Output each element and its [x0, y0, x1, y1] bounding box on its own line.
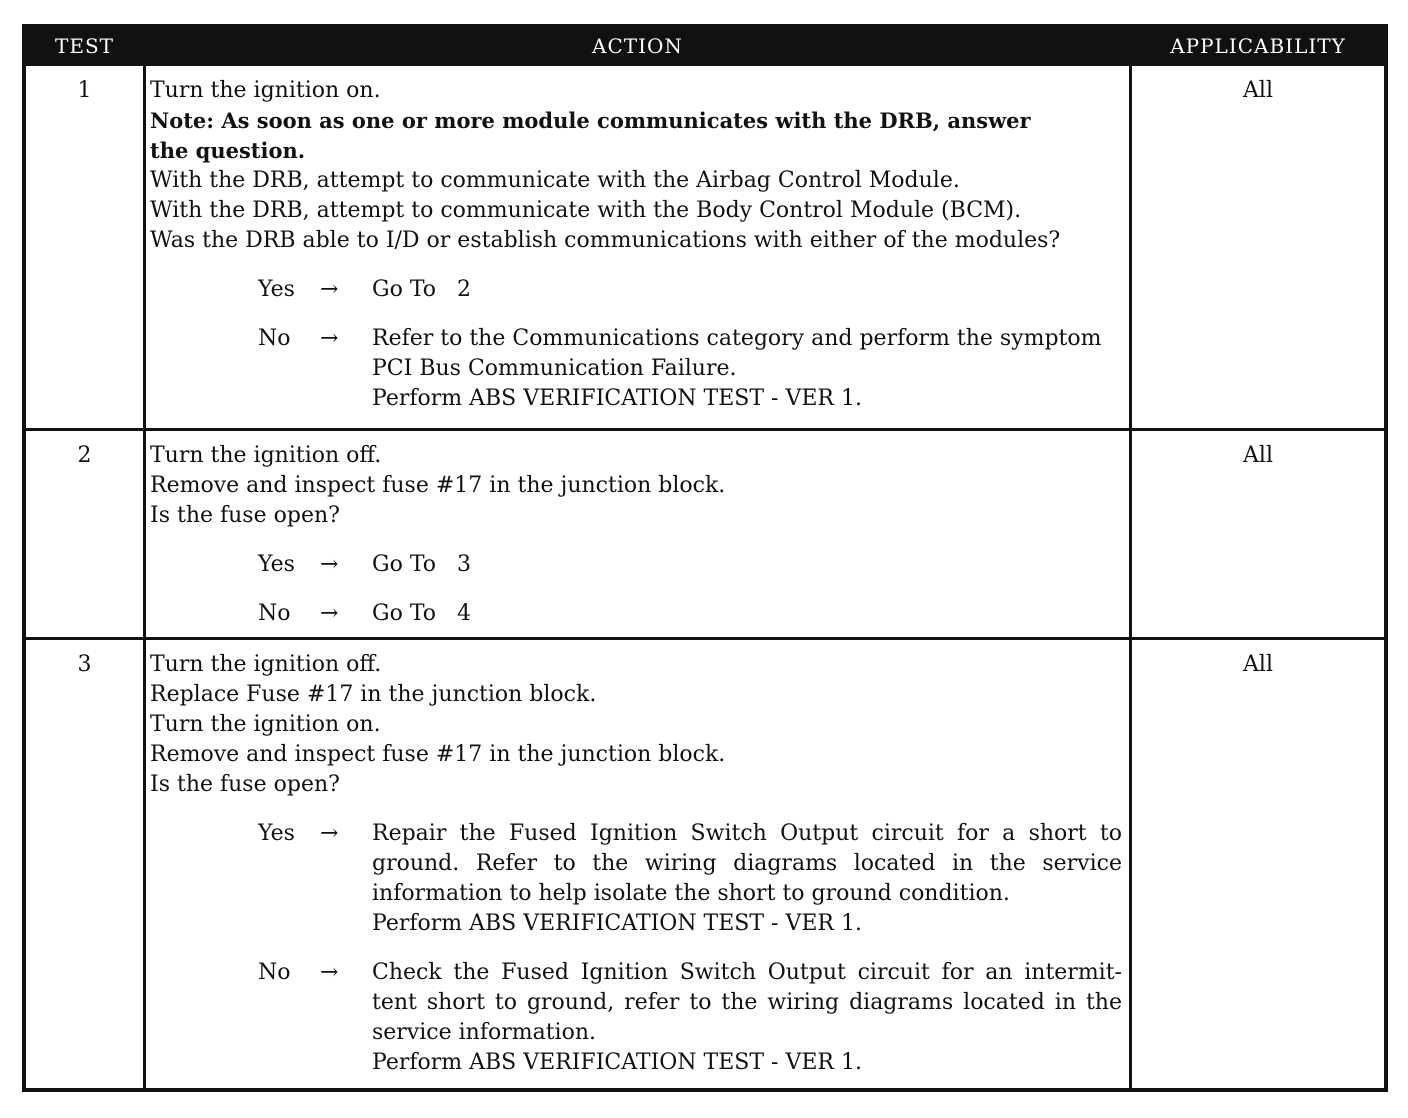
no-label: No [258, 326, 291, 351]
yes-label: Yes [258, 552, 295, 577]
result-line: ground. Refer to the wiring diagrams located in the service [372, 851, 1122, 876]
test-number: 3 [77, 652, 92, 677]
header-test: TEST [55, 34, 114, 58]
header-action: ACTION [592, 34, 683, 58]
yes-label: Yes [258, 277, 295, 302]
question-line: Is the fuse open? [150, 503, 340, 528]
action-line: Turn the ignition off. [150, 443, 382, 468]
no-result [372, 958, 1122, 1078]
header-applicability: APPLICABILITY [1170, 34, 1346, 58]
action-line: Turn the ignition on. [150, 712, 381, 737]
result-line: tent short to ground, refer to the wiring diagrams located in the [372, 990, 1122, 1015]
no-label: No [258, 960, 291, 985]
note-line: Note: As soon as one or more module communicates with the DRB, answer [150, 108, 1031, 133]
no-result [372, 324, 1122, 414]
applicability-value: All [1243, 443, 1273, 468]
no-result [372, 599, 1122, 629]
yes-branch [150, 275, 1122, 305]
result-line: information to help isolate the short to ground condition. [372, 881, 1010, 906]
no-branch [150, 599, 1122, 629]
yes-branch [150, 550, 1122, 580]
result-line: Repair the Fused Ignition Switch Output circuit for a short to [372, 821, 1122, 846]
arrow-icon: → [320, 552, 339, 577]
result-line: Go To 3 [372, 552, 471, 577]
yes-result [372, 819, 1122, 939]
action-line: With the DRB, attempt to communicate with the Airbag Control Module. [150, 168, 960, 193]
applicability-value: All [1243, 652, 1273, 677]
action-cell [150, 76, 1122, 414]
action-cell [150, 650, 1122, 1078]
yes-branch [150, 819, 1122, 939]
question-line: Is the fuse open? [150, 772, 340, 797]
result-line: Go To 4 [372, 601, 471, 626]
yes-result [372, 275, 1122, 305]
table-row [26, 66, 1384, 428]
action-line: With the DRB, attempt to communicate with the Body Control Module (BCM). [150, 198, 1022, 223]
result-line: PCI Bus Communication Failure. [372, 356, 737, 381]
arrow-icon: → [320, 601, 339, 626]
result-line: Go To 2 [372, 277, 471, 302]
applicability-value: All [1243, 78, 1273, 103]
table-header [26, 28, 1384, 66]
result-line: service information. [372, 1020, 596, 1045]
no-label: No [258, 601, 291, 626]
yes-result [372, 550, 1122, 580]
result-line: Check the Fused Ignition Switch Output circuit for an intermit- [372, 960, 1122, 985]
result-line: Refer to the Communications category and perform the symptom [372, 326, 1102, 351]
no-branch [150, 958, 1122, 1078]
diagnostic-table [22, 24, 1388, 1092]
action-line: Turn the ignition off. [150, 652, 382, 677]
action-line: Remove and inspect fuse #17 in the junction block. [150, 473, 726, 498]
action-line: Replace Fuse #17 in the junction block. [150, 682, 597, 707]
result-line: Perform ABS VERIFICATION TEST - VER 1. [372, 386, 862, 411]
arrow-icon: → [320, 277, 339, 302]
action-cell [150, 441, 1122, 629]
note-line: the question. [150, 138, 306, 163]
table-row [26, 428, 1384, 640]
no-branch [150, 324, 1122, 414]
test-number: 2 [77, 443, 92, 468]
arrow-icon: → [320, 960, 339, 985]
table-row [26, 637, 1384, 1088]
test-number: 1 [77, 78, 92, 103]
action-line: Remove and inspect fuse #17 in the junction block. [150, 742, 726, 767]
result-line: Perform ABS VERIFICATION TEST - VER 1. [372, 911, 862, 936]
arrow-icon: → [320, 821, 339, 846]
yes-label: Yes [258, 821, 295, 846]
result-line: Perform ABS VERIFICATION TEST - VER 1. [372, 1050, 862, 1075]
action-line: Turn the ignition on. [150, 78, 381, 103]
question-line: Was the DRB able to I/D or establish communications with either of the modules? [150, 228, 1061, 253]
arrow-icon: → [320, 326, 339, 351]
